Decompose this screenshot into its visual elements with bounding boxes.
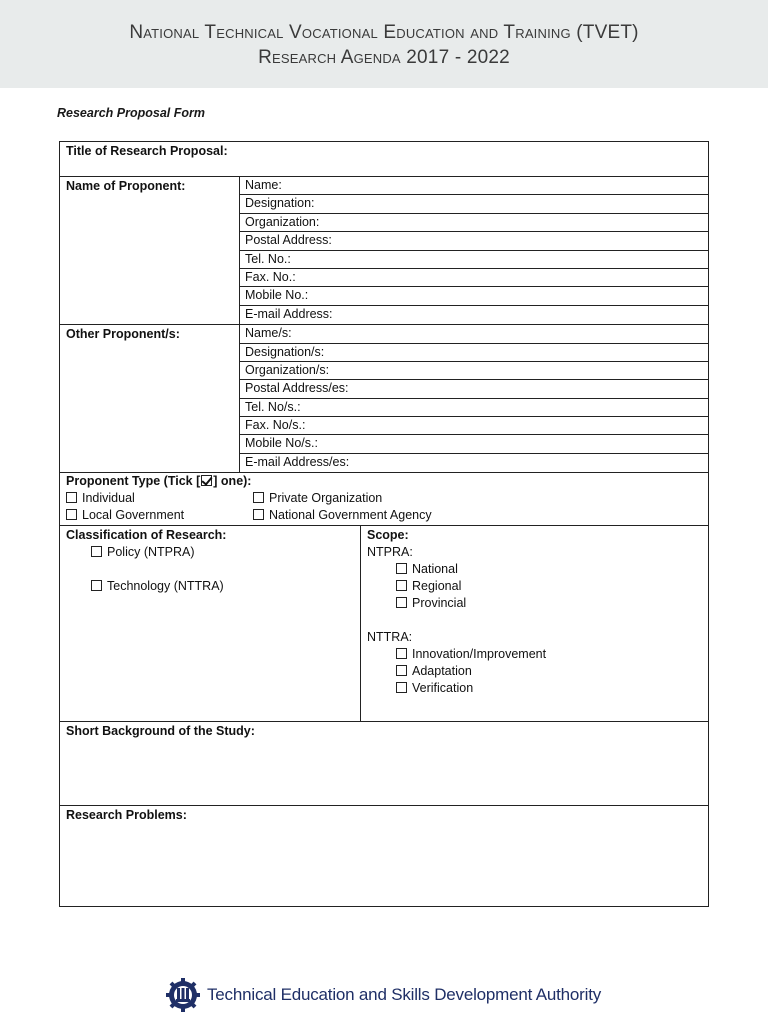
option-national-government-agency-label: National Government Agency <box>269 508 432 523</box>
proponent-name-field[interactable]: Name: <box>240 177 708 195</box>
title-of-proposal-label: Title of Research Proposal: <box>66 144 228 158</box>
checkbox-icon[interactable] <box>253 509 264 520</box>
option-individual[interactable] <box>66 490 253 507</box>
option-technology-nttra[interactable] <box>66 578 354 595</box>
other-proponents-section <box>60 325 708 473</box>
proponent-type-label <box>66 473 702 490</box>
checkbox-icon[interactable] <box>66 492 77 503</box>
proponent-type-label-prefix: Proponent Type (Tick [ <box>66 474 201 489</box>
other-mobile-field[interactable]: Mobile No/s.: <box>240 435 708 453</box>
checkbox-icon[interactable] <box>396 665 407 676</box>
other-designation-field[interactable]: Designation/s: <box>240 344 708 362</box>
other-tel-field[interactable]: Tel. No/s.: <box>240 399 708 417</box>
proponent-organization-field[interactable]: Organization: <box>240 214 708 232</box>
research-problems-label: Research Problems: <box>66 808 187 823</box>
scope-column <box>361 526 708 721</box>
checked-box-icon <box>201 475 212 486</box>
option-provincial[interactable] <box>367 595 702 612</box>
classification-label: Classification of Research: <box>66 528 227 543</box>
option-technology-nttra-label: Technology (NTTRA) <box>107 579 224 594</box>
proponent-label: Name of Proponent: <box>60 177 240 324</box>
proponent-fax-field[interactable]: Fax. No.: <box>240 269 708 287</box>
option-local-government[interactable] <box>66 507 253 524</box>
option-local-government-label: Local Government <box>82 508 185 523</box>
option-individual-label: Individual <box>82 491 135 506</box>
option-national-label: National <box>412 562 458 577</box>
option-national-government-agency[interactable] <box>253 507 702 524</box>
checkbox-icon[interactable] <box>66 509 77 520</box>
footer-org-name: Technical Education and Skills Development Authority <box>207 985 602 1004</box>
other-email-field[interactable]: E-mail Address/es: <box>245 454 350 469</box>
proponent-mobile-field[interactable]: Mobile No.: <box>240 287 708 305</box>
proponent-fields <box>240 177 708 324</box>
page-header <box>0 0 768 88</box>
option-provincial-label: Provincial <box>412 596 467 611</box>
ntpra-label: NTPRA: <box>367 545 413 560</box>
proponent-section <box>60 177 708 325</box>
proponent-type-options <box>66 490 702 524</box>
research-proposal-form <box>59 141 709 907</box>
background-row[interactable] <box>60 722 708 806</box>
proponent-email-field[interactable]: E-mail Address: <box>245 306 333 321</box>
other-proponents-label: Other Proponent/s: <box>60 325 240 472</box>
checkbox-icon[interactable] <box>396 597 407 608</box>
other-proponents-fields <box>240 325 708 472</box>
checkbox-icon[interactable] <box>91 546 102 557</box>
title-of-proposal-row[interactable] <box>60 142 708 177</box>
checkbox-icon[interactable] <box>396 580 407 591</box>
proponent-postal-address-field[interactable]: Postal Address: <box>240 232 708 250</box>
proponent-type-section <box>60 473 708 526</box>
option-adaptation-label: Adaptation <box>412 664 472 679</box>
scope-label: Scope: <box>367 528 409 543</box>
research-problems-row[interactable] <box>60 806 708 906</box>
option-verification[interactable] <box>367 680 702 697</box>
proponent-type-label-suffix: ] one): <box>213 474 252 489</box>
tesda-logo-icon <box>165 977 201 1013</box>
other-fax-field[interactable]: Fax. No/s.: <box>240 417 708 435</box>
option-regional-label: Regional <box>412 579 462 594</box>
option-innovation-improvement-label: Innovation/Improvement <box>412 647 547 662</box>
option-innovation-improvement[interactable] <box>367 646 702 663</box>
option-regional[interactable] <box>367 578 702 595</box>
other-organization-field[interactable]: Organization/s: <box>240 362 708 380</box>
option-national[interactable] <box>367 561 702 578</box>
background-label: Short Background of the Study: <box>66 724 255 739</box>
header-title-line1: National Technical Vocational Education and Training (TVET) <box>129 22 639 43</box>
checkbox-icon[interactable] <box>396 563 407 574</box>
page-footer <box>165 975 601 1015</box>
header-title-line2: Research Agenda 2017 - 2022 <box>258 47 510 68</box>
option-policy-ntpra-label: Policy (NTPRA) <box>107 545 195 560</box>
classification-scope-section <box>60 526 708 722</box>
other-name-field[interactable]: Name/s: <box>240 325 708 343</box>
checkbox-icon[interactable] <box>396 682 407 693</box>
checkbox-icon[interactable] <box>396 648 407 659</box>
proponent-tel-field[interactable]: Tel. No.: <box>240 251 708 269</box>
option-adaptation[interactable] <box>367 663 702 680</box>
other-postal-address-field[interactable]: Postal Address/es: <box>240 380 708 398</box>
checkbox-icon[interactable] <box>253 492 264 503</box>
option-verification-label: Verification <box>412 681 474 696</box>
nttra-label: NTTRA: <box>367 630 413 645</box>
option-policy-ntpra[interactable] <box>66 544 354 561</box>
option-private-organization-label: Private Organization <box>269 491 383 506</box>
classification-column <box>60 526 361 721</box>
checkbox-icon[interactable] <box>91 580 102 591</box>
option-private-organization[interactable] <box>253 490 702 507</box>
form-title: Research Proposal Form <box>57 106 205 120</box>
proponent-designation-field[interactable]: Designation: <box>240 195 708 213</box>
